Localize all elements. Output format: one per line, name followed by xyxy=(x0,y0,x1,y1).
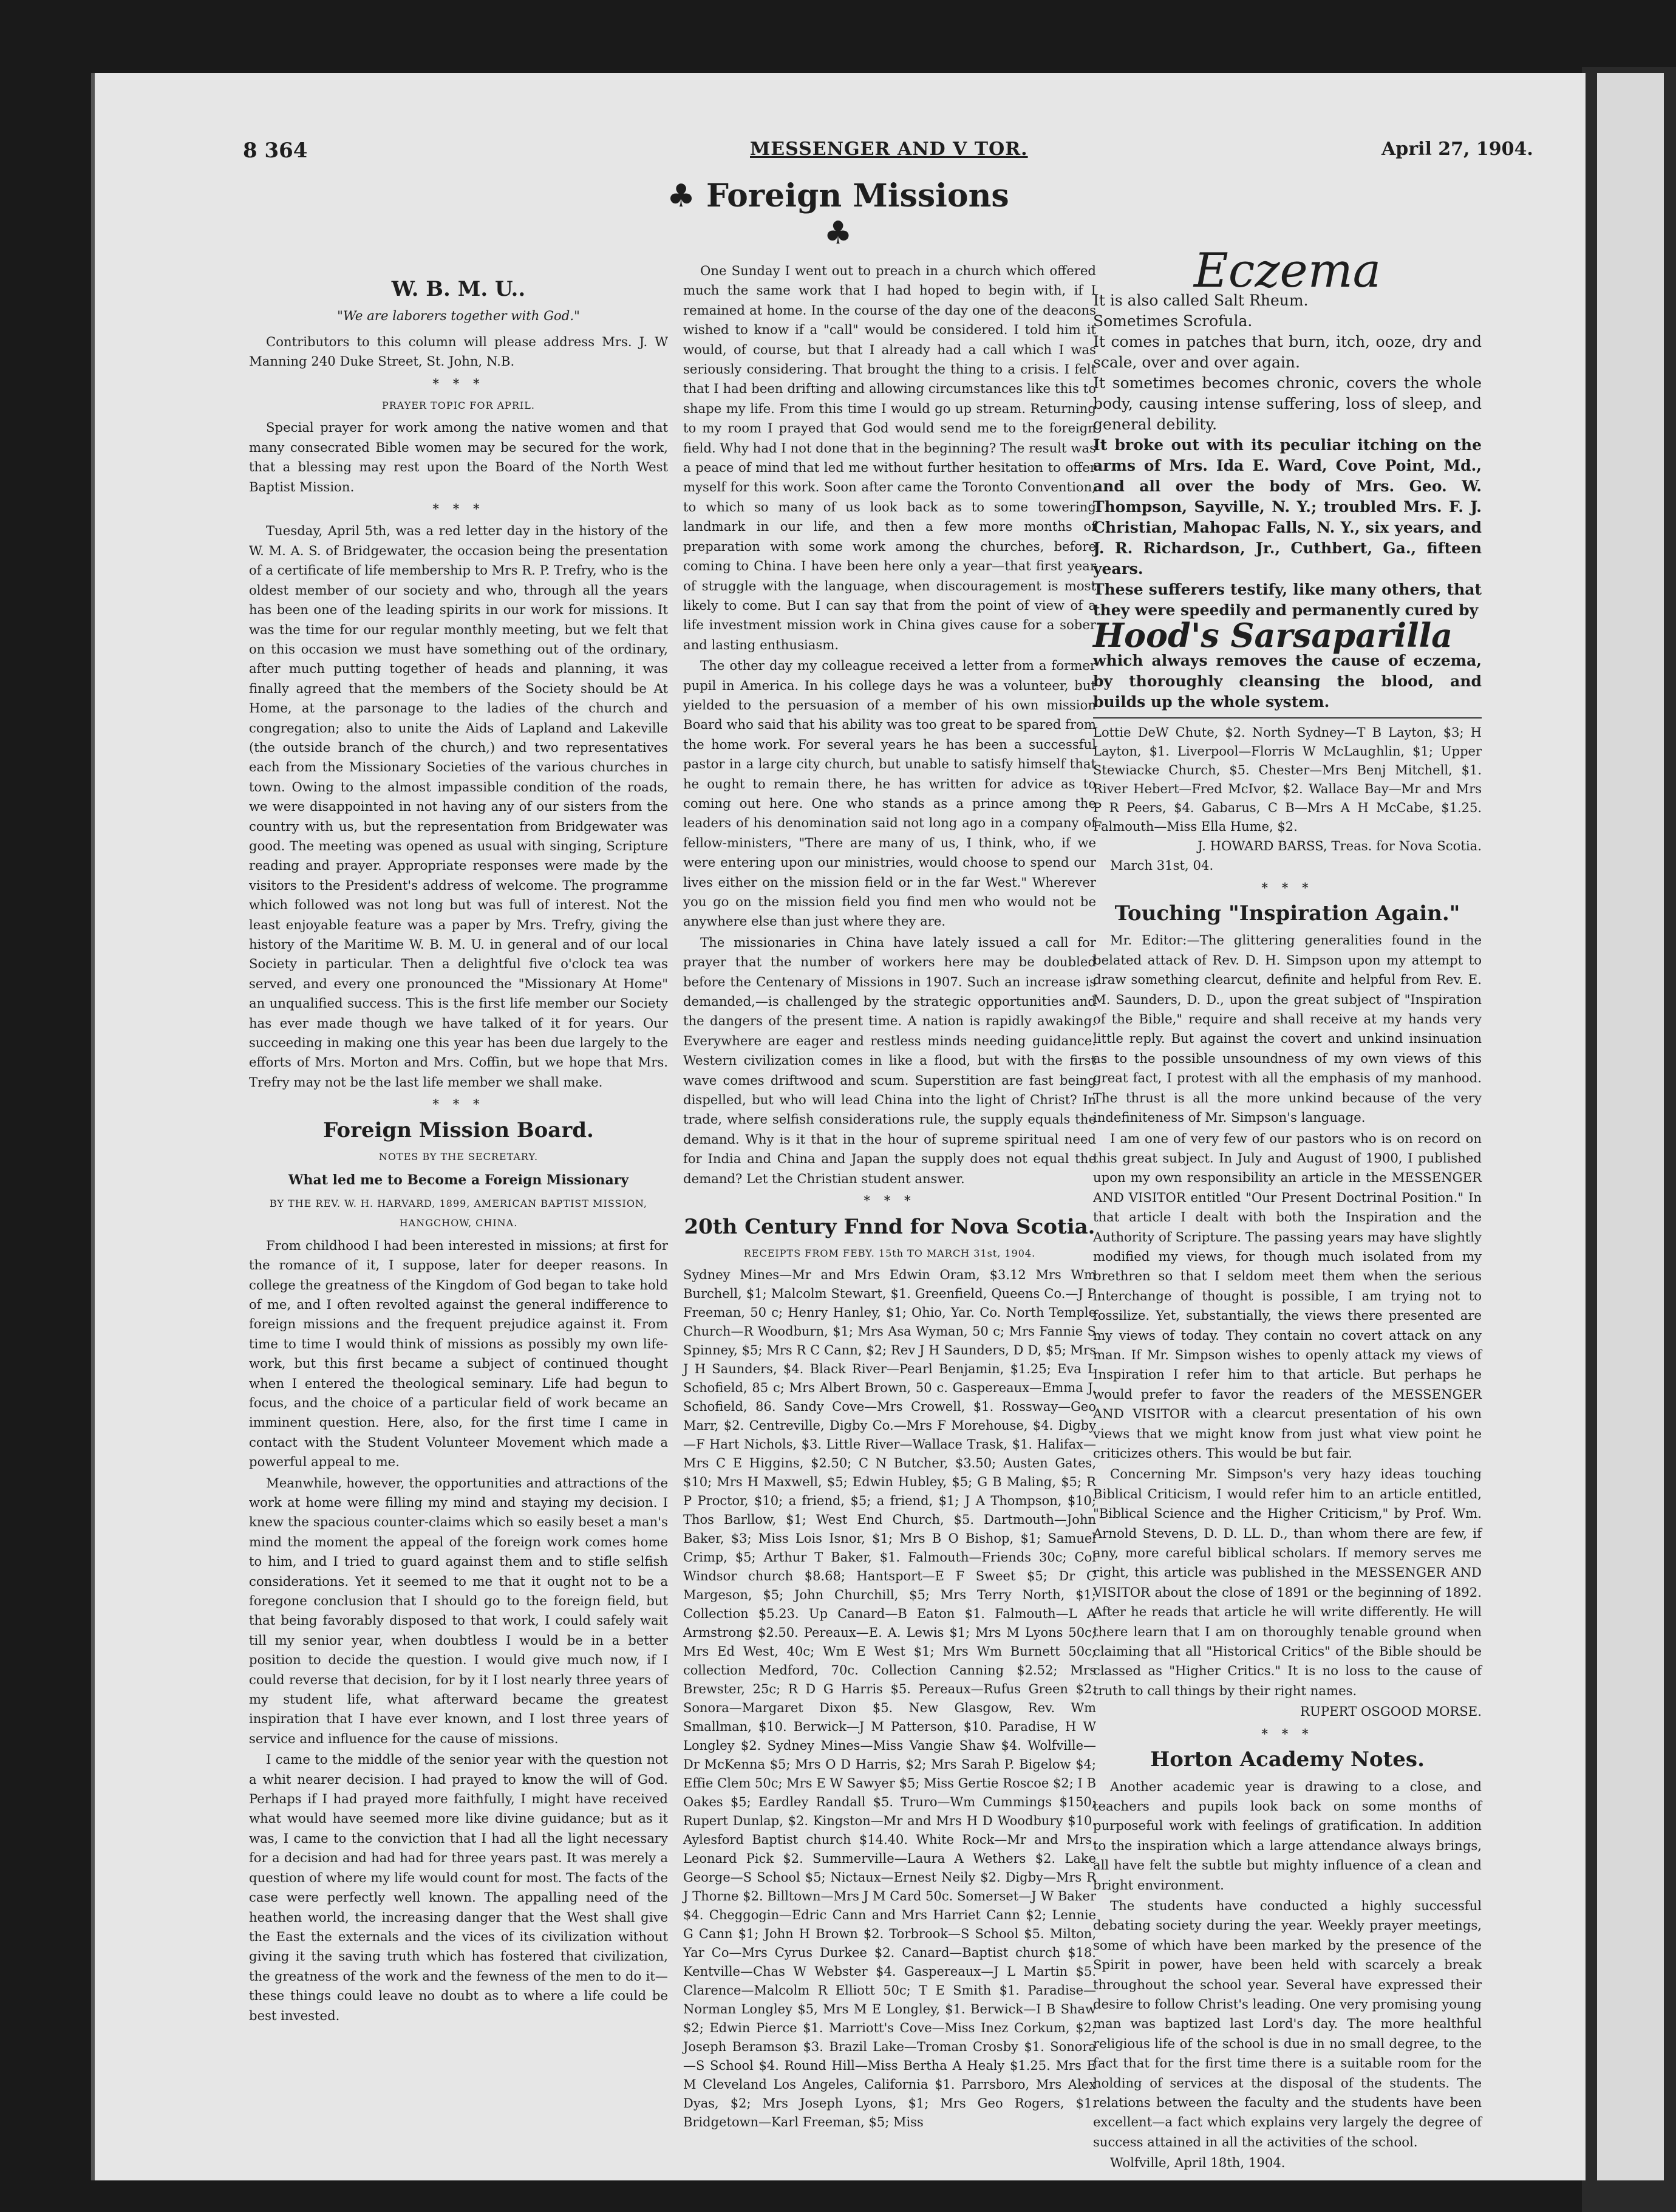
article-paragraph: The missionaries in China have lately issued a call for prayer that the number of workers here may be doubled before the Centenary of Missions in 1907. Such an increase is demanded,—is challenged by the strategic opportunities and the dangers of the present time. A nation is rapidly awaking. Everywhere are eager and restless minds needing guidance. Western civilization comes in like a flood, but with the first wave comes driftwood and scum. Superstition are fast being dispelled, but who will lead China into the light of Christ? In trade, where selfish considerations rule, the supply equals the demand. Why is it that in the hour of supreme spiritual need for India and China and Japan the supply does not equal the demand? Let the Christian student answer. xyxy=(683,934,1096,1186)
notes-paragraph: Another academic year is drawing to a close, and teachers and pupils look back on some months of purposeful work with feelings of gratification. In addition to the inspiration which a large attendance always brings, all have felt the subtle but mighty influence of a clean and bright environment. xyxy=(1093,1778,1482,1893)
masthead: MESSENGER AND V TOR. xyxy=(750,138,1028,160)
article-paragraph: From childhood I had been interested in missions; at first for the romance of it, I suppose, later for deeper reasons. In college the greatness of the Kingdom of God began to take hold of me, and I often revolted against the general indifference to foreign missions and the frequent prejudice against it. From time to time I would think of missions as possibly my own life-work, but this first became a subject of continued thought when I entered the theological seminary. Life had begun to focus, and the choice of a particular field of work became an imminent question. Here, also, for the first time I came in contact with the Student Volunteer Movement which made a powerful appeal to me. xyxy=(249,1237,668,1470)
prayer-topic-heading: PRAYER TOPIC FOR APRIL. xyxy=(381,400,536,412)
article-byline: BY THE REV. W. H. HARVARD, 1899, AMERICAN BAPTIST MISSION, HANGCHOW, CHINA. xyxy=(270,1197,647,1229)
contributors-note: Contributors to this column will please address Mrs. J. W Manning 240 Duke Street, St. John, N.B. xyxy=(249,333,668,369)
column-left xyxy=(249,273,668,2126)
hoods-sarsaparilla-brand: Hood's Sarsaparilla xyxy=(1093,616,1453,655)
ad-text: It sometimes becomes chronic, covers the whole body, causing intense suffering, loss of sleep, and general debility. xyxy=(1093,374,1482,434)
foreign-mission-board-heading: Foreign Mission Board. xyxy=(323,1118,594,1142)
column-right xyxy=(1093,244,1482,2171)
separator-stars: * * * xyxy=(1261,879,1313,895)
ad-text: Sometimes Scrofula. xyxy=(1093,312,1253,330)
letter-paragraph: I am one of very few of our pastors who is on record on this great subject. In July and August of 1900, I published upon my own responsibility an article in the MESSENGER AND VISITOR entitled "Our Present Doctrinal Position." In that article I dealt with both the Inspiration and the Authority of Scripture. The passing years may have slightly modified my views, for though much isolated from my brethren so that I seldom meet them when the serious interchange of thought is possible, I am trying not to fossilize. Yet, substantially, the views there presented are my views of today. They contain no covert attack on any man. If Mr. Simpson wishes to openly attack my views of Inspiration I refer him to that article. But perhaps he would prefer to favor the readers of the MESSENGER AND VISITOR with a clearcut presentation of his own views that we might know from just what view point he criticizes others. This would be but fair. xyxy=(1093,1130,1482,1461)
ad-text: which always removes the cause of eczema, by thoroughly cleansing the blood, and builds up the whole system. xyxy=(1093,651,1482,711)
receipts-heading: RECEIPTS FROM FEBY. 15th TO MARCH 31st, 1904. xyxy=(743,1247,1036,1259)
notes-dateline: Wolfville, April 18th, 1904. xyxy=(1110,2155,1286,2171)
letter-paragraph: Concerning Mr. Simpson's very hazy ideas touching Biblical Criticism, I would refer him to an article entitled, "Biblical Science and the Higher Criticism," by Prof. Wm. Arnold Stevens, D. D. LL. D., than whom there are few, if any, more careful biblical scholars. If memory serves me right, this article was published in the MESSENGER AND VISITOR about the close of 1891 or the beginning of 1892. After he reads that article he will write differently. He will there learn that I am on thoroughly tenable ground when claiming that all "Historical Critics" of the Bible should be classed as "Higher Critics." It is no loss to the cause of truth to call things by their right names. xyxy=(1093,1466,1482,1698)
clover-ornament-icon: ♣ xyxy=(823,214,853,251)
fund-date: March 31st, 04. xyxy=(1110,858,1214,873)
touching-inspiration-heading: Touching "Inspiration Again." xyxy=(1114,901,1460,926)
ad-text: It comes in patches that burn, itch, ooze, dry and scale, over and over again. xyxy=(1093,333,1482,372)
ad-text: It is also called Salt Rheum. xyxy=(1093,292,1309,310)
divider xyxy=(1093,717,1482,719)
wbmu-motto: "We are laborers together with God." xyxy=(337,308,580,324)
article-paragraph: The other day my colleague received a letter from a former pupil in America. In his college days he was a volunteer, but yielded to the persuasion of a member of his own mission Board who said that his ability was too great to be spared from the home work. For several years he has been a successful pastor in a large city church, but unable to satisfy himself that he ought to remain there, he has written for advice as to coming out here. One who stands as a prince among the leaders of his denomination said not long ago in a company of fellow-ministers, "There are many of us, I think, who, if we were entering upon our ministries, would choose to spend our lives either on the mission field or in the far West." Wherever you go on the mission field you find men who would not be anywhere else than just where they are. xyxy=(683,658,1096,929)
eczema-ad-title: Eczema xyxy=(1193,244,1381,298)
section-title xyxy=(656,177,1020,251)
prayer-topic-text: Special prayer for work among the native women and that many consecrated Bible women may be secured for the work, that a blessing may rest upon the Board of the North West Baptist Mission. xyxy=(249,420,668,494)
letter-paragraph: Mr. Editor:—The glittering generalities found in the belated attack of Rev. D. H. Simpson upon my attempt to draw something clearcut, definite and helpful from Rev. E. M. Saunders, D. D., upon the great subject of "Inspiration of the Bible," require and shall receive at my hands very little reply. But against the covert and unkind insinuation as to the possible unsoundness of my own views of this great fact, I protest with all the emphasis of my manhood. The thrust is all the more unkind because of the very indefiniteness of Mr. Simpson's language. xyxy=(1093,932,1482,1125)
separator-stars: * * * xyxy=(432,1096,485,1112)
ad-text: These sufferers testify, like many others, that they were speedily and permanently cured by xyxy=(1093,581,1482,620)
separator-stars: * * * xyxy=(1261,1726,1313,1741)
donor-list: Sydney Mines—Mr and Mrs Edwin Oram, $3.12 Mrs Wm Burchell, $1; Malcolm Stewart, $1. Greenfield, Queens Co.—J P Freeman, 50 c; Henry Hanley, $1; Ohio, Yar. Co. North Temple Church—R Woodburn, $1; Mrs Asa Wyman, 50 c; Mrs Fannie S Spinney, $5; Mrs R C Cann, $2; Rev J H Saunders, D D, $5; Mrs J H Saunders, $4. Black River—Pearl Benjamin, $1.25; Eva L Schofield, 85 c; Mrs Albert Brown, 50 c. Gaspereaux—Emma J. Schofield, 86. Sandy Cove—Mrs Crowell, $1. Rossway—Geo Marr, $2. Centreville, Digby Co.—Mrs F Morehouse, $4. Digby—F Hart Nichols, $3. Little River—Wallace Trask, $1. Halifax—Mrs C E Higgins, $2.50; C N Butcher, $3.50; Austen Gates, $10; Mrs H Maxwell, $5; Edwin Hubley, $5; G B Maling, $5; R P Proctor, $10; a friend, $5; a friend, $1; J A Thompson, $10; Thos Barllow, $1; West End Church, $5. Dartmouth—John Baker, $3; Miss Lois Isnor, $1; Mrs B O Bishop, $1; Samuel Crimp, $5; Arthur T Baker, $1. Falmouth—Friends 30c; Col Windsor church $8.68; Hantsport—E F Sweet $5; Dr C Margeson, $5; John Churchill, $5; Mrs Terry North, $1; Collection $5.23. Up Canard—B Eaton $1. Falmouth—L A Armstrong $2.50. Pereaux—E. A. Lewis $1; Mrs M Lyons 50c; Mrs Ed West, 40c; Wm E West $1; Mrs Wm Burnett 50c; collection Medford, 70c. Collection Canning $2.52; Mrs Brewster, 25c; R D G Harris $5. Pereaux—Rufus Green $2. Sonora—Margaret Dixon $5. New Glasgow, Rev. Wm Smallman, $10. Berwick—J M Patterson, $10. Paradise, H W Longley $2. Sydney Mines—Miss Vangie Shaw $4. Wolfville—Dr McKenna $5; Mrs O D Harris, $2; Mrs Sarah P. Bigelow $4; Effie Clem 50c; Mrs E W Sawyer $5; Miss Gertie Roscoe $2; I B Oakes $5; Eardley Randall $5. Truro—Wm Cummings $150; Rupert Dunlap, $2. Kingston—Mr and Mrs H D Woodbury $10. Aylesford Baptist church $14.40. White Rock—Mr and Mrs. Leonard Pick $2. Summerville—Laura A Wethers $2. Lake George—S School $5; Nictaux—Ernest Neily $2. Digby—Mrs R J Thorne $2. Billtown—Mrs J M Card 50c. Somerset—J W Baker $4. Cheggogin—Edric Cann and Mrs Harriet Cann $2; Lennie G Cann $1; John H Brown $2. Torbrook—S School $5. Milton, Yar Co—Mrs Cyrus Durkee $2. Canard—Baptist church $18. Kentville—Chas W Webster $4. Gaspereaux—J L Martin $5. Clarence—Malcolm R Elliott 50c; T E Smith $1. Paradise—Norman Longley $5, Mrs M E Longley, $1. Berwick—I B Shaw $2; Edwin Pierce $1. Marriott's Cove—Miss Inez Corkum, $2; Joseph Beramson $3. Brazil Lake—Troman Crosby $1. Sonora—S School $4. Round Hill—Miss Bertha A Healy $1.25. Mrs E M Cleveland Los Angeles, California $1. Parrsboro, Mrs Alex Dyas, $2; Mrs Joseph Lyons, $1; Mrs Geo Rogers, $1. Bridgetown—Karl Freeman, $5; Miss xyxy=(683,1268,1096,2130)
article-paragraph: I came to the middle of the senior year with the question not a whit nearer decision. I had prayed to know the will of God. Perhaps if I had prayed more faithfully, I might have received what would have seemed more like divine guidance; but as it was, I came to the conviction that I had all the light necessary for a decision and had had for three years past. It was merely a question of where my life would count for most. The facts of the case were perfectly well known. The appalling need of the heathen world, the increasing danger that the West shall give the East the externals and the vices of its civilization without giving it the saving truth which has fostered that civilization, the greatness of the work and the fewness of the men to do it—these things could leave no doubt as to where a life could be best invested. xyxy=(249,1752,668,2023)
treasurer-signature: J. HOWARD BARSS, Treas. for Nova Scotia. xyxy=(1197,838,1482,853)
column-middle xyxy=(683,261,1096,2150)
horton-academy-heading: Horton Academy Notes. xyxy=(1150,1747,1425,1772)
secretary-notes-label: NOTES BY THE SECRETARY. xyxy=(378,1151,539,1163)
adjacent-page-strip xyxy=(1597,73,1664,2180)
ad-testimonials: It broke out with its peculiar itching on the arms of Mrs. Ida E. Ward, Cove Point, Md., and all over the body of Mrs. Geo. W. Thompson, Sayville, N. Y.; troubled Mrs. F. J. Christian, Mahopac Falls, N. Y., six years, and J. R. Richardson, Jr., Cuthbert, Ga., fifteen years. xyxy=(1093,436,1482,578)
notes-paragraph: The students have conducted a highly successful debating society during the year. Weekly prayer meetings, some of which have been marked by the presence of the Spirit in power, have been held with scarcely a break throughout the school year. Several have expressed their desire to follow Christ's leading. One very promising young man was baptized last Lord's day. The more healthful religious life of the school is due in no small degree, to the fact that for the first time there is a suitable room for the holding of services at the disposal of the students. The relations between the faculty and the students have been excellent—a fact which explains very largely the degree of success attained in all the activities of the school. xyxy=(1093,1897,1482,2149)
clover-ornament-icon: ♣ xyxy=(667,177,707,214)
article-subtitle: What led me to Become a Foreign Missionary xyxy=(288,1172,629,1189)
wbmu-heading: W. B. M. U.. xyxy=(391,277,526,301)
donor-list-continued: Lottie DeW Chute, $2. North Sydney—T B Layton, $3; H Layton, $1. Liverpool—Florris W McLaughlin, $1; Upper Stewiacke Church, $5. Chester—Mrs Benj Mitchell, $1. River Hebert—Fred McIvor, $2. Wallace Bay—Mr and Mrs P R Peers, $4. Gabarus, C B—Mrs A H McCabe, $1.25. Falmouth—Miss Ella Hume, $2. xyxy=(1093,725,1482,834)
bridgewater-report: Tuesday, April 5th, was a red letter day in the history of the W. M. A. S. of Bridgewater, the occasion being the presentation of a certificate of life membership to Mrs R. P. Trefry, who is the oldest member of our society and who, through all the years has been one of the leading spirits in our work for missions. It was the time for our regular monthly meeting, but we felt that on this occasion we must have something out of the ordinary, after much putting together of heads and planning, it was finally agreed that the members of the Society should be At Home, at the parsonage to the ladies of the church and congregation; also to unite the Aids of Lapland and Lakeville (the outside branch of the church,) and two representatives each from the Missionary Societies of the various churches in town. Owing to the almost impassible condition of the roads, we were disappointed in not having any of our sisters from the country with us, but the representation from Bridgewater was good. The meeting was opened as usual with singing, Scripture reading and prayer. Appropriate responses were made by the visitors to the President's address of welcome. The programme which followed was not long but was full of interest. Not the least enjoyable feature was a paper by Mrs. Trefry, giving the history of the Maritime W. B. M. U. in general and of our local Society in particular. Then a delightful five o'clock tea was served, and every one pronounced the "Missionary At Home" an unqualified success. This is the first life member our Society has ever made though we have talked of it for years. Our succeeding in making one this year has been due largely to the efforts of Mrs. Morton and Mrs. Coffin, but we hope that Mrs. Trefry may not be the last life member we shall make. xyxy=(249,523,668,1090)
separator-stars: * * * xyxy=(432,501,485,517)
article-paragraph: One Sunday I went out to preach in a church which offered much the same work that I had hoped to begin with, if I remained at home. In the course of the day one of the deacons wished to know if a "call" would be considered. I told him it would, of course, but that I already had a call which I was seriously considering. That brought the thing to a crisis. I felt that I had been drifting and allowing circumstances like this to shape my life. From this time I would go up stream. Returning to my room I prayed that God would send me to the foreign field. Why had I not done that in the beginning? The result was a peace of mind that led me without further hesitation to offer myself for this work. Soon after came the Toronto Convention, to which so many of us look back as to some towering landmark in our life, and then a few more months of preparation with some work among the churches, before coming to China. I have been here only a year—that first year of struggle with the language, when discouragement is most likely to come. But I can say that from the point of view of a life investment mission work in China gives cause for a sober and lasting enthusiasm. xyxy=(683,263,1096,652)
issue-date: April 27, 1904. xyxy=(1381,138,1533,160)
section-title-text: Foreign Missions xyxy=(706,177,1009,214)
century-fund-heading: 20th Century Fnnd for Nova Scotia. xyxy=(684,1214,1095,1239)
separator-stars: * * * xyxy=(432,375,485,391)
article-paragraph: Meanwhile, however, the opportunities and attractions of the work at home were filling my mind and staying my decision. I knew the spacious counter-claims which so easily beset a man's mind the moment the appeal of the foreign work comes home to him, and I tried to guard against them and to stifle selfish considerations. Yet it seemed to me that it ought not to be a foregone conclusion that I should go to the foreign field, but that being favorably disposed to that work, I could safely wait till my senior year, when doubtless I would be in a better position to decide the question. I would give much now, if I could reverse that decision, for by it I lost nearly three years of my student life, what afterward became the greatest inspiration that I have ever known, and I lost three years of service and influence for the cause of missions. xyxy=(249,1475,668,1746)
page-number: 8 364 xyxy=(243,138,308,163)
letter-signature: RUPERT OSGOOD MORSE. xyxy=(1300,1704,1482,1719)
separator-stars: * * * xyxy=(864,1193,916,1209)
